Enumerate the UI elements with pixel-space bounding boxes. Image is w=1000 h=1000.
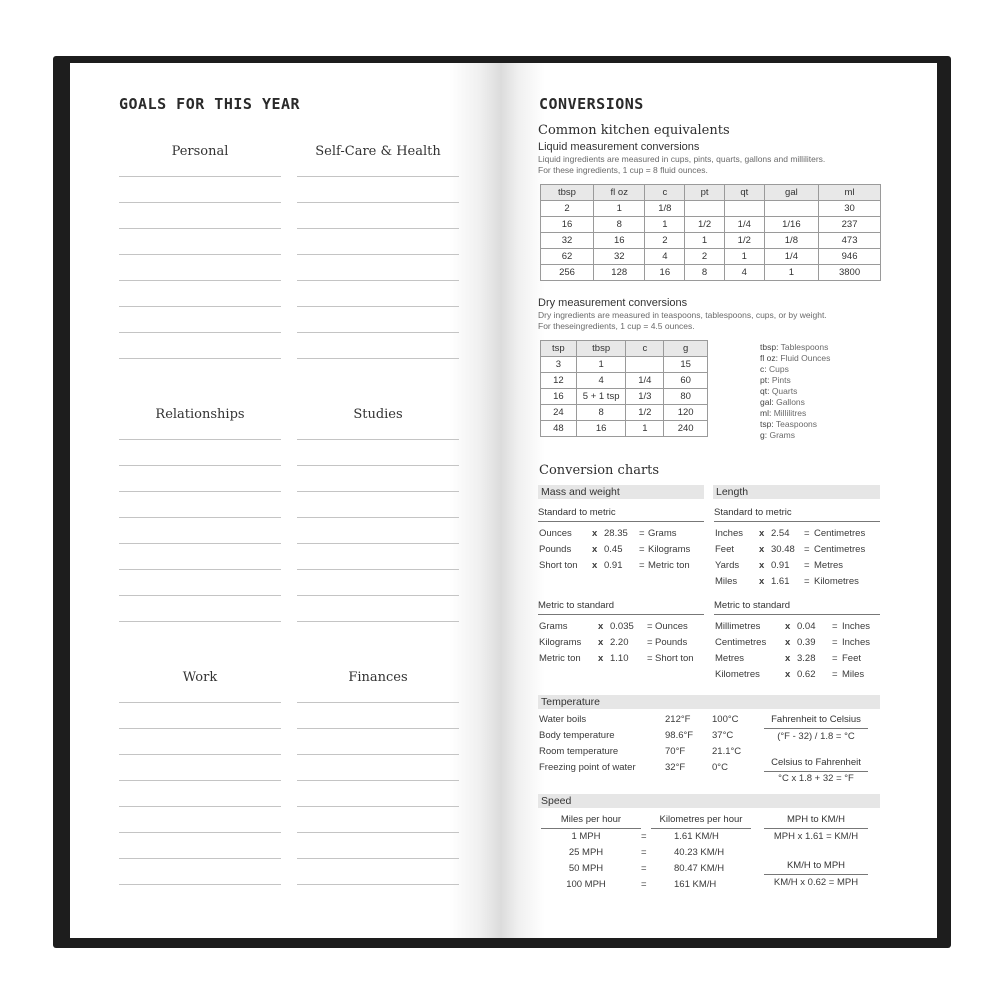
- dry-col-header: tbsp: [576, 341, 626, 357]
- abbreviation-legend: [760, 342, 830, 441]
- table-cell: 80: [664, 389, 708, 405]
- liquid-col-header: tbsp: [541, 185, 594, 201]
- table-cell: 8: [685, 265, 725, 281]
- table-cell: 15: [664, 357, 708, 373]
- c-to-f-formula: °C x 1.8 + 32 = °F: [778, 773, 854, 784]
- abbreviation-value: Tablespoons: [778, 342, 829, 352]
- conv-from: Kilometres: [715, 669, 760, 680]
- speed-bar: Speed: [538, 794, 880, 808]
- temp-label: Freezing point of water: [539, 762, 636, 773]
- liquid-note: Liquid ingredients are measured in cups, pints, quarts, gallons and milliliters. For these ingredients, 1 cup = 8 fluid ounces.: [538, 154, 826, 175]
- goal-line: [297, 280, 459, 281]
- table-cell: 32: [541, 233, 594, 249]
- conv-x: x: [759, 576, 765, 587]
- table-cell: 1: [626, 421, 664, 437]
- temp-fahrenheit: 32°F: [665, 762, 686, 773]
- conv-factor: 0.45: [604, 544, 623, 555]
- dry-col-header: c: [626, 341, 664, 357]
- goal-line: [297, 754, 459, 755]
- liquid-title: Liquid measurement conversions: [538, 141, 700, 153]
- conv-eq: =: [639, 560, 645, 571]
- goal-heading-relationships: Relationships: [155, 407, 245, 422]
- goal-heading-studies: Studies: [353, 407, 403, 422]
- goals-page: [70, 63, 501, 938]
- speed-kmh: 40.23 KM/H: [674, 847, 725, 858]
- table-cell: 1/4: [724, 217, 764, 233]
- conv-from: Feet: [715, 544, 735, 555]
- f-to-c-formula: (°F - 32) / 1.8 = °C: [777, 731, 855, 742]
- abbreviation-item: [760, 353, 830, 364]
- conv-from: Millimetres: [715, 621, 761, 632]
- conv-to: Centimetres: [814, 528, 866, 539]
- abbreviation-key: qt:: [760, 386, 770, 396]
- table-cell: 1/4: [764, 249, 818, 265]
- conv-eq: =: [804, 560, 810, 571]
- goal-line: [297, 884, 459, 885]
- mph-to-kmh-head: MPH to KM/H: [764, 814, 868, 829]
- conv-to: Kilometres: [814, 576, 859, 587]
- abbreviation-item: [760, 342, 830, 353]
- dry-col-header: tsp: [541, 341, 577, 357]
- dry-note: Dry ingredients are measured in teaspoons, tablespoons, cups, or by weight. For theseingredients, 1 cup = 4.5 ounces.: [538, 310, 827, 331]
- conv-x: x: [598, 637, 604, 648]
- table-cell: 1/4: [626, 373, 664, 389]
- speed-mph: 1 MPH: [571, 831, 601, 842]
- goal-line: [119, 754, 281, 755]
- table-cell: 1/2: [724, 233, 764, 249]
- conv-eq: =: [832, 653, 838, 664]
- conv-to: Ounces: [655, 621, 688, 632]
- abbreviation-item: [760, 364, 830, 375]
- goal-line: [119, 595, 281, 596]
- goal-line: [119, 439, 281, 440]
- goal-heading-finances: Finances: [348, 670, 408, 685]
- goal-line: [119, 202, 281, 203]
- conv-eq: =: [804, 528, 810, 539]
- mph-to-kmh-formula: MPH x 1.61 = KM/H: [773, 831, 859, 842]
- goal-line: [297, 858, 459, 859]
- table-cell: 16: [593, 233, 645, 249]
- table-cell: [685, 201, 725, 217]
- conv-from: Yards: [715, 560, 740, 571]
- goal-line: [297, 306, 459, 307]
- temp-celsius: 100°C: [712, 714, 739, 725]
- goal-line: [297, 569, 459, 570]
- goal-line: [297, 491, 459, 492]
- goal-line: [119, 884, 281, 885]
- table-cell: 16: [541, 217, 594, 233]
- conv-eq: =: [832, 669, 838, 680]
- mass-metric-to-std-head: Metric to standard: [538, 600, 704, 615]
- goal-line: [119, 280, 281, 281]
- mass-std-to-metric-head: Standard to metric: [538, 507, 704, 522]
- table-cell: 1/8: [645, 201, 685, 217]
- dry-table: [540, 340, 708, 437]
- table-row: [541, 265, 881, 281]
- f-to-c-head: Fahrenheit to Celsius: [764, 714, 868, 729]
- conv-to: Miles: [842, 669, 865, 680]
- liquid-col-header: pt: [685, 185, 725, 201]
- table-cell: 1/2: [626, 405, 664, 421]
- conv-eq: =: [639, 544, 645, 555]
- table-cell: [626, 357, 664, 373]
- conv-factor: 0.91: [771, 560, 790, 571]
- goal-line: [119, 491, 281, 492]
- table-cell: 3: [541, 357, 577, 373]
- temp-fahrenheit: 212°F: [665, 714, 691, 725]
- table-row: [541, 233, 881, 249]
- table-row: [541, 389, 708, 405]
- conversions-title: CONVERSIONS: [539, 95, 644, 113]
- conv-to: Grams: [648, 528, 677, 539]
- abbreviation-key: pt:: [760, 375, 770, 385]
- abbreviation-value: Millilitres: [771, 408, 807, 418]
- goal-line: [297, 780, 459, 781]
- table-row: [541, 357, 708, 373]
- goal-line: [297, 728, 459, 729]
- kmh-head: Kilometres per hour: [651, 814, 751, 829]
- conv-to: Metres: [814, 560, 844, 571]
- conv-from: Grams: [539, 621, 568, 632]
- conv-to: Pounds: [655, 637, 688, 648]
- goal-line: [119, 832, 281, 833]
- conv-x: x: [785, 621, 791, 632]
- temp-label: Room temperature: [539, 746, 619, 757]
- conv-factor: 0.035: [610, 621, 634, 632]
- kmh-to-mph-head: KM/H to MPH: [764, 860, 868, 875]
- dry-title: Dry measurement conversions: [538, 297, 688, 309]
- temp-fahrenheit: 70°F: [665, 746, 686, 757]
- goal-line: [297, 332, 459, 333]
- goal-line: [297, 358, 459, 359]
- goal-line: [297, 228, 459, 229]
- abbreviation-value: Grams: [767, 430, 795, 440]
- table-cell: 62: [541, 249, 594, 265]
- length-std-to-metric-head: Standard to metric: [714, 507, 880, 522]
- conv-eq: =: [832, 637, 838, 648]
- table-cell: 240: [664, 421, 708, 437]
- conv-eq: =: [647, 653, 653, 664]
- abbreviation-value: Teaspoons: [773, 419, 818, 429]
- conv-x: x: [759, 528, 765, 539]
- conv-from: Short ton: [539, 560, 578, 571]
- abbreviation-item: [760, 430, 830, 441]
- goal-line: [119, 806, 281, 807]
- speed-mph: 25 MPH: [568, 847, 604, 858]
- conv-x: x: [598, 621, 604, 632]
- conv-x: x: [759, 544, 765, 555]
- conv-x: x: [592, 544, 598, 555]
- table-cell: 8: [576, 405, 626, 421]
- goal-line: [297, 254, 459, 255]
- conv-eq: =: [647, 621, 653, 632]
- abbreviation-value: Gallons: [773, 397, 805, 407]
- temp-label: Body temperature: [539, 730, 615, 741]
- temp-label: Water boils: [539, 714, 587, 725]
- goal-line: [297, 806, 459, 807]
- table-cell: [764, 201, 818, 217]
- table-cell: 4: [724, 265, 764, 281]
- goal-line: [119, 254, 281, 255]
- goal-line: [119, 306, 281, 307]
- abbreviation-value: Quarts: [769, 386, 798, 396]
- length-metric-to-std-head: Metric to standard: [714, 600, 880, 615]
- table-cell: 5 + 1 tsp: [576, 389, 626, 405]
- conv-factor: 2.20: [610, 637, 629, 648]
- table-cell: 2: [685, 249, 725, 265]
- goal-line: [297, 202, 459, 203]
- table-cell: 1/2: [685, 217, 725, 233]
- goal-line: [119, 228, 281, 229]
- goal-heading-personal: Personal: [171, 144, 229, 159]
- conv-eq: =: [804, 544, 810, 555]
- table-cell: 48: [541, 421, 577, 437]
- table-cell: 2: [645, 233, 685, 249]
- conv-from: Miles: [715, 576, 738, 587]
- abbreviation-value: Pints: [769, 375, 791, 385]
- conv-to: Centimetres: [814, 544, 866, 555]
- table-cell: 4: [576, 373, 626, 389]
- liquid-col-header: fl oz: [593, 185, 645, 201]
- table-cell: 24: [541, 405, 577, 421]
- table-cell: 120: [664, 405, 708, 421]
- liquid-col-header: c: [645, 185, 685, 201]
- goal-line: [297, 465, 459, 466]
- table-cell: 16: [576, 421, 626, 437]
- goal-line: [119, 780, 281, 781]
- conv-factor: 3.28: [797, 653, 816, 664]
- goal-line: [297, 176, 459, 177]
- abbreviation-key: tbsp:: [760, 342, 779, 352]
- conv-factor: 0.62: [797, 669, 816, 680]
- liquid-col-header: qt: [724, 185, 764, 201]
- goal-line: [119, 702, 281, 703]
- mph-head: Miles per hour: [541, 814, 641, 829]
- goal-line: [297, 595, 459, 596]
- table-cell: 1: [645, 217, 685, 233]
- conv-factor: 1.61: [771, 576, 790, 587]
- table-cell: 30: [819, 201, 881, 217]
- temp-celsius: 37°C: [712, 730, 734, 741]
- conv-eq: =: [639, 528, 645, 539]
- conv-factor: 1.10: [610, 653, 629, 664]
- conv-to: Short ton: [655, 653, 694, 664]
- goal-line: [297, 621, 459, 622]
- goal-line: [119, 465, 281, 466]
- abbreviation-key: fl oz:: [760, 353, 778, 363]
- table-cell: [724, 201, 764, 217]
- goal-line: [119, 332, 281, 333]
- temp-celsius: 21.1°C: [712, 746, 742, 757]
- table-cell: 473: [819, 233, 881, 249]
- temperature-bar: Temperature: [538, 695, 880, 709]
- speed-equals: =: [641, 863, 647, 874]
- conv-to: Inches: [842, 637, 870, 648]
- table-cell: 8: [593, 217, 645, 233]
- speed-equals: =: [641, 831, 647, 842]
- goal-line: [119, 858, 281, 859]
- liquid-col-header: ml: [819, 185, 881, 201]
- conv-x: x: [598, 653, 604, 664]
- goal-line: [297, 543, 459, 544]
- conv-x: x: [785, 669, 791, 680]
- table-cell: 12: [541, 373, 577, 389]
- abbreviation-value: Fluid Ounces: [777, 353, 831, 363]
- table-cell: 60: [664, 373, 708, 389]
- table-row: [541, 421, 708, 437]
- speed-equals: =: [641, 879, 647, 890]
- speed-equals: =: [641, 847, 647, 858]
- goal-line: [119, 358, 281, 359]
- conv-to: Feet: [842, 653, 862, 664]
- speed-mph: 100 MPH: [566, 879, 606, 890]
- goal-line: [119, 621, 281, 622]
- temp-celsius: 0°C: [712, 762, 728, 773]
- liquid-table: [540, 184, 881, 281]
- abbreviation-item: [760, 386, 830, 397]
- table-cell: 16: [541, 389, 577, 405]
- conversion-charts-heading: Conversion charts: [539, 463, 660, 478]
- abbreviation-key: c:: [760, 364, 767, 374]
- speed-kmh: 80.47 KM/H: [674, 863, 725, 874]
- liquid-col-header: gal: [764, 185, 818, 201]
- conv-x: x: [785, 637, 791, 648]
- abbreviation-key: ml:: [760, 408, 772, 418]
- speed-kmh: 1.61 KM/H: [674, 831, 719, 842]
- table-cell: 237: [819, 217, 881, 233]
- abbreviation-item: [760, 375, 830, 386]
- table-cell: 32: [593, 249, 645, 265]
- goal-line: [297, 439, 459, 440]
- table-cell: 1/3: [626, 389, 664, 405]
- conv-factor: 30.48: [771, 544, 795, 555]
- table-cell: 1: [593, 201, 645, 217]
- conv-factor: 0.04: [797, 621, 816, 632]
- table-cell: 946: [819, 249, 881, 265]
- kmh-to-mph-formula: KM/H x 0.62 = MPH: [773, 877, 859, 888]
- abbreviation-key: gal:: [760, 397, 774, 407]
- abbreviation-value: Cups: [766, 364, 789, 374]
- conv-x: x: [592, 528, 598, 539]
- abbreviation-item: [760, 419, 830, 430]
- conv-from: Kilograms: [539, 637, 582, 648]
- table-cell: 128: [593, 265, 645, 281]
- abbreviation-key: g:: [760, 430, 768, 440]
- conv-from: Inches: [715, 528, 743, 539]
- table-cell: 1/8: [764, 233, 818, 249]
- conversions-page: [501, 63, 937, 938]
- table-cell: 16: [645, 265, 685, 281]
- table-cell: 1: [685, 233, 725, 249]
- goals-title: GOALS FOR THIS YEAR: [119, 95, 301, 113]
- table-row: [541, 217, 881, 233]
- table-row: [541, 373, 708, 389]
- goal-line: [119, 176, 281, 177]
- temp-fahrenheit: 98.6°F: [665, 730, 694, 741]
- table-row: [541, 405, 708, 421]
- goal-line: [119, 728, 281, 729]
- goal-line: [297, 832, 459, 833]
- goal-line: [297, 517, 459, 518]
- abbreviation-key: tsp:: [760, 419, 774, 429]
- conv-eq: =: [832, 621, 838, 632]
- conv-factor: 2.54: [771, 528, 790, 539]
- goal-heading-work: Work: [182, 670, 218, 685]
- conv-from: Centimetres: [715, 637, 767, 648]
- table-cell: 1: [724, 249, 764, 265]
- speed-kmh: 161 KM/H: [674, 879, 717, 890]
- conv-factor: 0.91: [604, 560, 623, 571]
- table-row: [541, 249, 881, 265]
- conv-from: Ounces: [539, 528, 572, 539]
- dry-col-header: g: [664, 341, 708, 357]
- goal-line: [119, 569, 281, 570]
- conv-to: Inches: [842, 621, 870, 632]
- conv-to: Metric ton: [648, 560, 690, 571]
- table-cell: 1: [764, 265, 818, 281]
- goal-line: [297, 702, 459, 703]
- table-cell: 2: [541, 201, 594, 217]
- table-cell: 1: [576, 357, 626, 373]
- conv-factor: 0.39: [797, 637, 816, 648]
- goal-heading-self-care: Self-Care & Health: [315, 144, 441, 159]
- table-cell: 256: [541, 265, 594, 281]
- conv-x: x: [785, 653, 791, 664]
- conv-eq: =: [647, 637, 653, 648]
- abbreviation-item: [760, 397, 830, 408]
- kitchen-heading: Common kitchen equivalents: [538, 123, 730, 138]
- table-cell: 1/16: [764, 217, 818, 233]
- mass-weight-bar: Mass and weight: [538, 485, 704, 499]
- table-cell: 3800: [819, 265, 881, 281]
- speed-mph: 50 MPH: [568, 863, 604, 874]
- goal-line: [119, 543, 281, 544]
- length-bar: Length: [713, 485, 880, 499]
- conv-from: Metric ton: [539, 653, 581, 664]
- c-to-f-head: Celsius to Fahrenheit: [764, 757, 868, 772]
- conv-to: Kilograms: [648, 544, 691, 555]
- conv-eq: =: [804, 576, 810, 587]
- conv-x: x: [592, 560, 598, 571]
- goal-line: [119, 517, 281, 518]
- conv-from: Pounds: [539, 544, 572, 555]
- table-cell: 4: [645, 249, 685, 265]
- conv-x: x: [759, 560, 765, 571]
- conv-from: Metres: [715, 653, 745, 664]
- abbreviation-item: [760, 408, 830, 419]
- table-row: [541, 201, 881, 217]
- conv-factor: 28.35: [604, 528, 628, 539]
